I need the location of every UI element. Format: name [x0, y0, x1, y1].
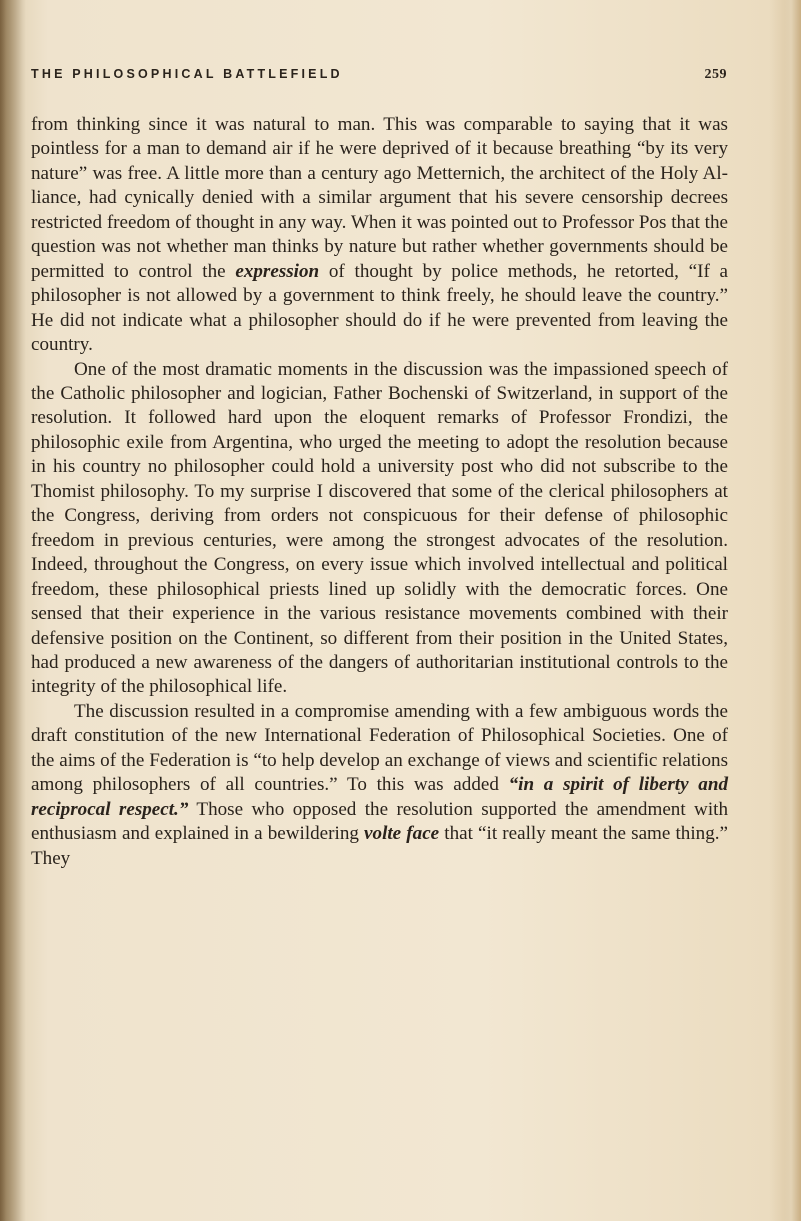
italic-text: “in a spirit of liberty and reciprocal respect.” — [31, 774, 728, 820]
paragraph — [31, 358, 728, 700]
text-run: Those who opposed the resolution supported the amendment with enthusiasm and explained in a bewildering — [31, 798, 728, 845]
running-head — [31, 67, 727, 89]
running-head-title: THE PHILOSOPHICAL BATTLEFIELD — [31, 67, 343, 81]
italic-text: volte face — [364, 823, 440, 845]
text-run: from thinking since it was natural to man. This was comparable to saying that it was pointless for a man to demand air if he were deprived of it because breathing “by its very nature” was free. A little more than a century ago Metternich, the architect of the Holy Alliance, had cynically denied with a similar argument that his severe censorship decrees restricted freedom of thought in any way. When it was pointed out to Professor Pos that the question was not whether man thinks by nature but rather whether governments should be permitted to control the — [31, 114, 728, 282]
paragraph — [31, 700, 728, 871]
italic-text: expression — [235, 260, 320, 282]
page-edge — [783, 0, 801, 1221]
page-number: 259 — [704, 67, 727, 82]
body-text — [31, 113, 728, 871]
text-run: One of the most dramatic moments in the discussion was the impassioned speech of the Catholic philosopher and logician, Father Bochenski of Switzerland, in support of the resolution. It followed hard upon the eloquent remarks of Professor Frondizi, the philosophic exile from Argentina, who urged the meeting to adopt the resolution because in his country no philosopher could hold a university post who did not subscribe to the Thomist philosophy. To my surprise I discovered that some of the clerical philosophers at the Congress, deriving from orders not conspicuous for their defense of philosophic freedom in previous centuries, were among the strongest advocates of the resolution. Indeed, throughout the Congress, on every issue which involved intellectual and political freedom, these philosophical priests lined up solidly with the democratic forces. One sensed that their experience in the various resistance movements combined with their defensive position on the Continent, so different from their position in the United States, had produced a new awareness of the dangers of authoritarian institutional controls to the integrity of the philosophical life. — [31, 358, 728, 698]
paragraph — [31, 113, 728, 358]
text-run: The discussion resulted in a compromise amending with a few ambiguous words the draft constitution of the new International Federation of Philosophical Societies. One of the aims of the Federation is “to help develop an exchange of views and scientific relations among philosophers of all countries.” To this was added — [31, 700, 728, 796]
text-run: that “it really meant the same thing.” They — [31, 823, 728, 869]
text-run: of thought by police methods, he retorted, “If a philosopher is not allowed by a government to think freely, he should leave the country.” He did not indicate what a philosopher should do if he were prevented from leaving the country. — [31, 260, 728, 356]
gutter-shadow — [0, 0, 26, 1221]
